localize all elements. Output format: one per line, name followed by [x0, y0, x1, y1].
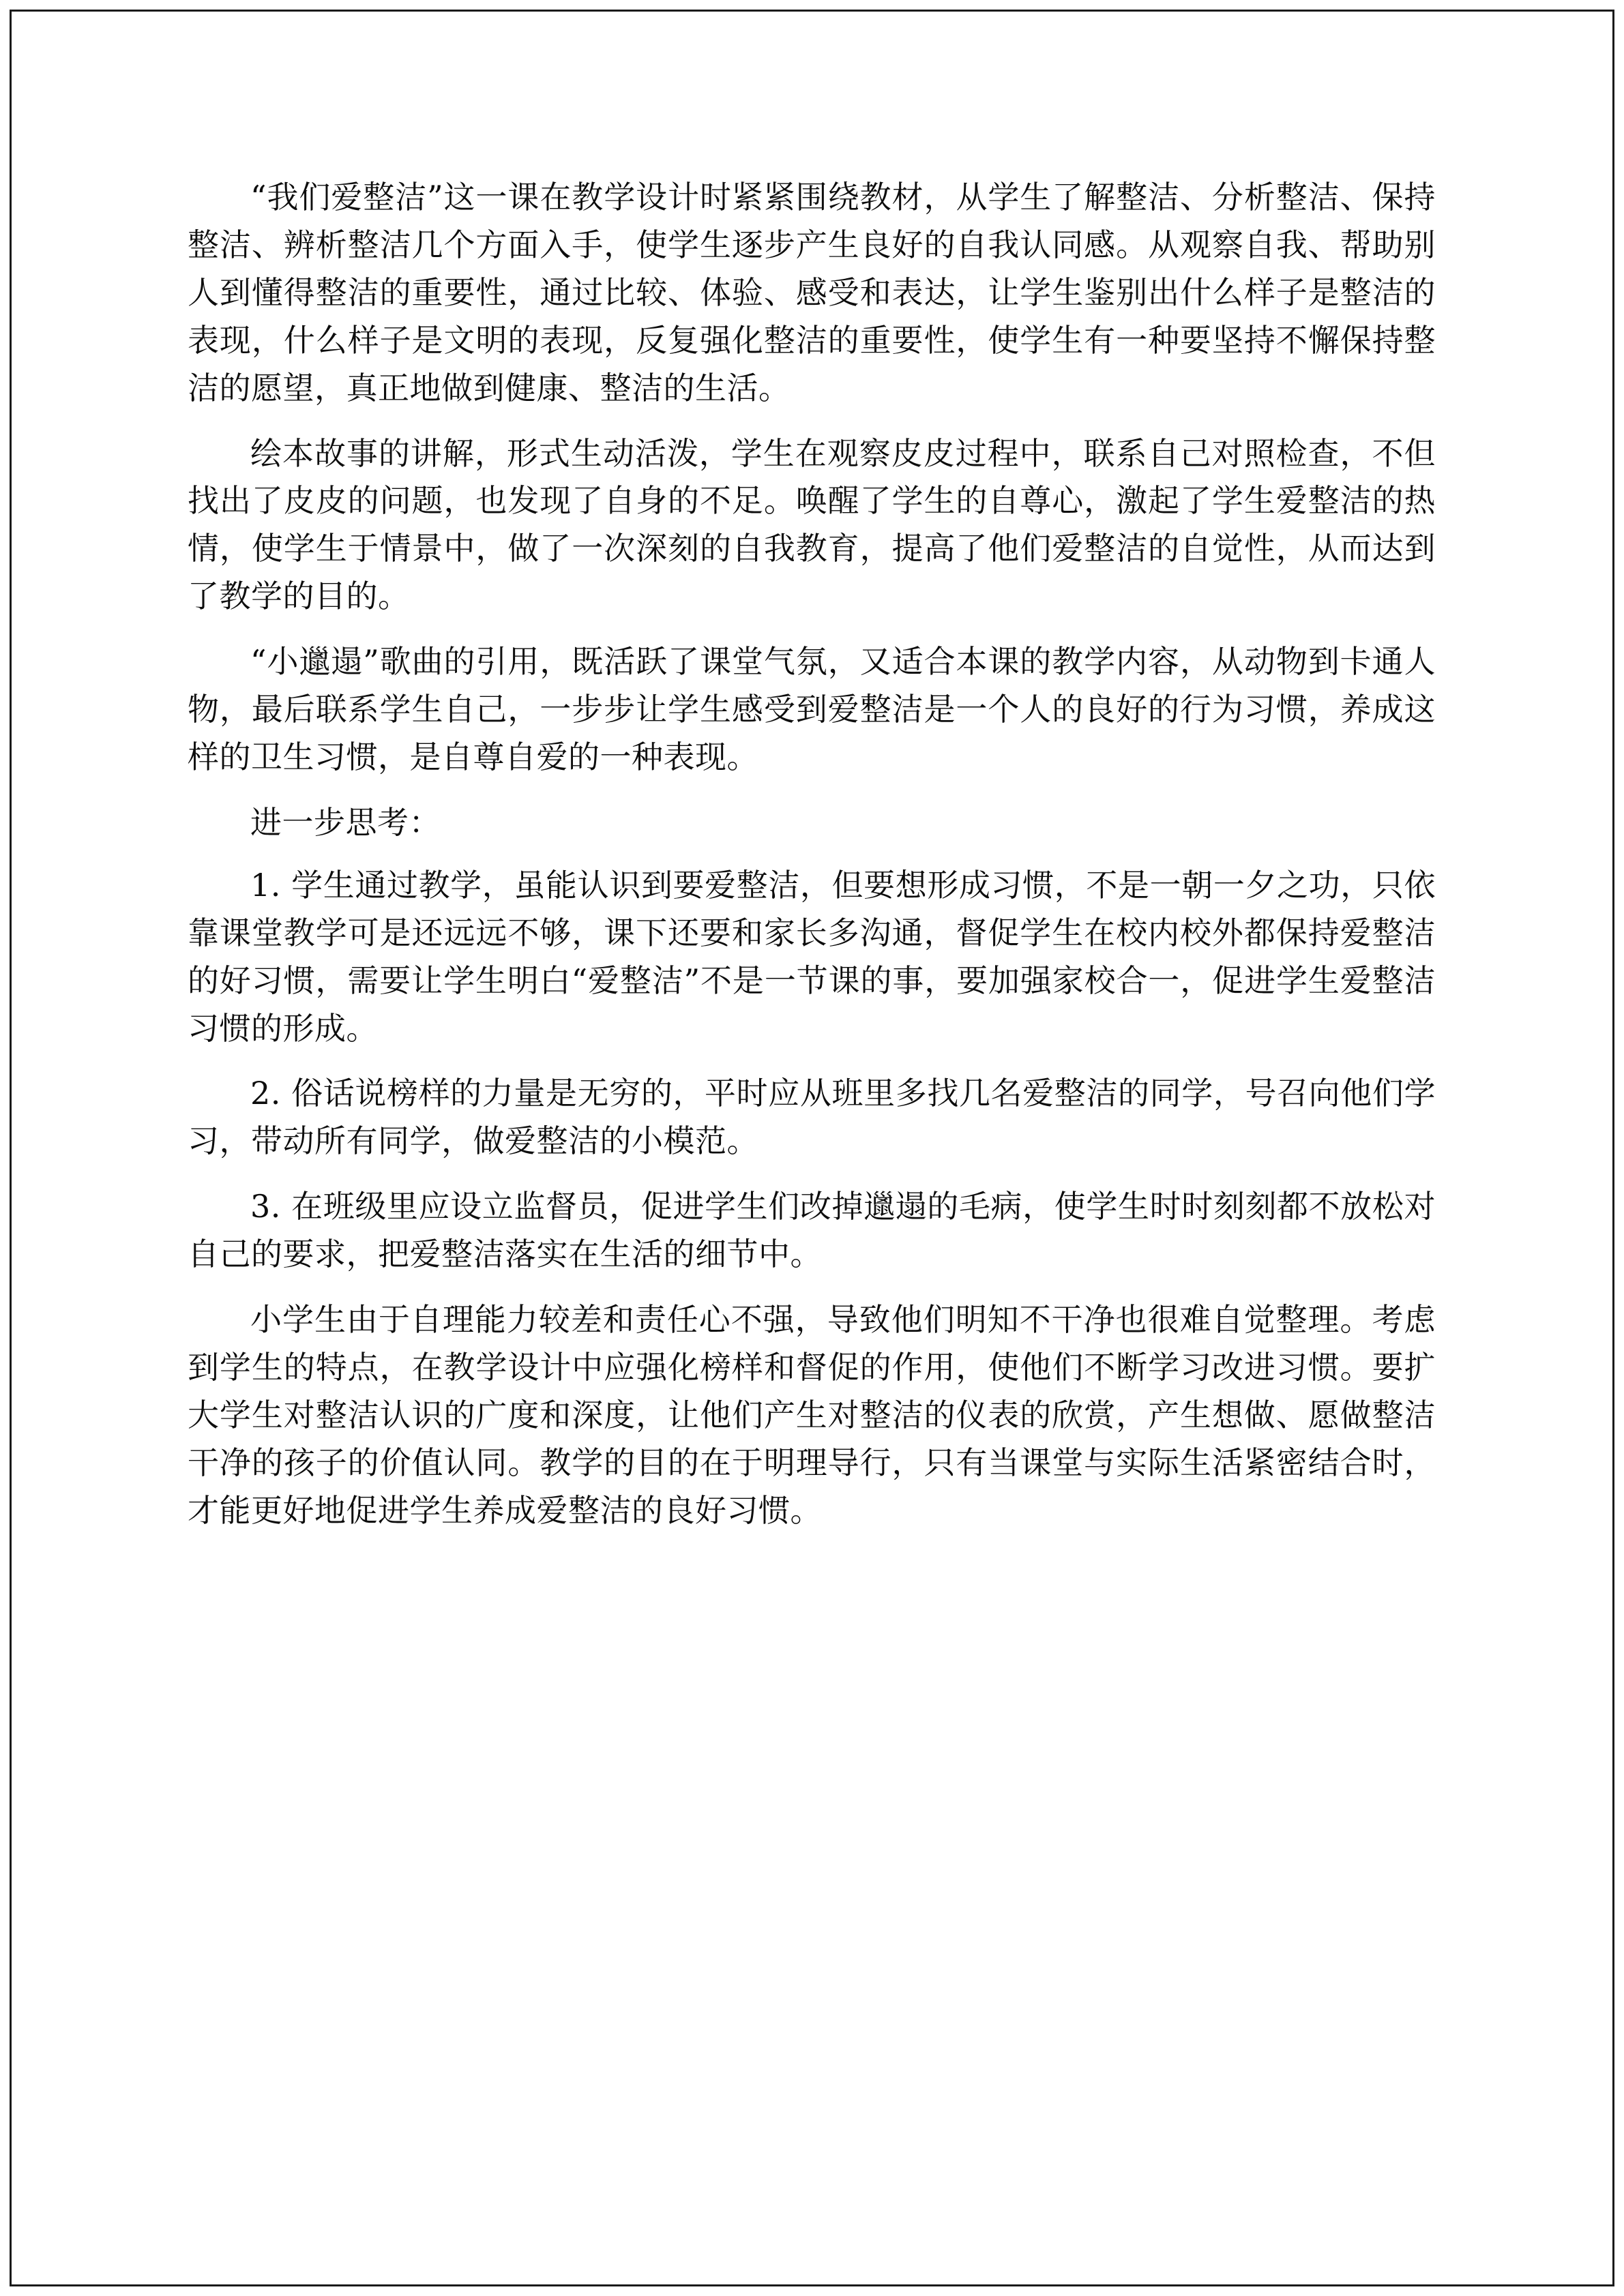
paragraph: 绘本故事的讲解，形式生动活泼，学生在观察皮皮过程中，联系自己对照检查，不但找出了皮皮的问题，也发现了自身的不足。唤醒了学生的自尊心，激起了学生爱整洁的热情，使学生于情景中，做了一次深刻的自我教育，提高了他们爱整洁的自觉性，从而达到了教学的目的。: [188, 434, 1436, 615]
paragraph-heading-further-thoughts: 进一步思考：: [250, 803, 441, 841]
paragraph: “小邋遢”歌曲的引用，既活跃了课堂气氛，又适合本课的教学内容，从动物到卡通人物，最后联系学生自己，一步步让学生感受到爱整洁是一个人的良好的行为习惯，养成这样的卫生习惯，是自尊自爱的一种表现。: [188, 643, 1436, 775]
paragraph-numbered-3: 3. 在班级里应设立监督员，促进学生们改掉邋遢的毛病，使学生时时刻刻都不放松对自己的要求，把爱整洁落实在生活的细节中。: [188, 1188, 1436, 1273]
paragraph: “我们爱整洁”这一课在教学设计时紧紧围绕教材，从学生了解整洁、分析整洁、保持整洁、辨析整洁几个方面入手，使学生逐步产生良好的自我认同感。从观察自我、帮助别人到懂得整洁的重要性，通过比较、体验、感受和表达，让学生鉴别出什么样子是整洁的表现，什么样子是文明的表现，反复强化整洁的重要性，使学生有一种要坚持不懈保持整洁的愿望，真正地做到健康、整洁的生活。: [188, 179, 1436, 406]
paragraph: 小学生由于自理能力较差和责任心不强，导致他们明知不干净也很难自觉整理。考虑到学生的特点，在教学设计中应强化榜样和督促的作用，使他们不断学习改进习惯。要扩大学生对整洁认识的广度和深度，让他们产生对整洁的仪表的欣赏，产生想做、愿做整洁干净的孩子的价值认同。教学的目的在于明理导行，只有当课堂与实际生活紧密结合时，才能更好地促进学生养成爱整洁的良好习惯。: [188, 1301, 1436, 1529]
document-body: [188, 174, 1436, 1553]
paragraph-numbered-1: 1. 学生通过教学，虽能认识到要爱整洁，但要想形成习惯，不是一朝一夕之功，只依靠课堂教学可是还远远不够，课下还要和家长多沟通，督促学生在校内校外都保持爱整洁的好习惯，需要让学生明白“爱整洁”不是一节课的事，要加强家校合一，促进学生爱整洁习惯的形成。: [188, 866, 1436, 1047]
paragraph-numbered-2: 2. 俗话说榜样的力量是无穷的，平时应从班里多找几名爱整洁的同学，号召向他们学习，带动所有同学，做爱整洁的小模范。: [188, 1075, 1436, 1160]
